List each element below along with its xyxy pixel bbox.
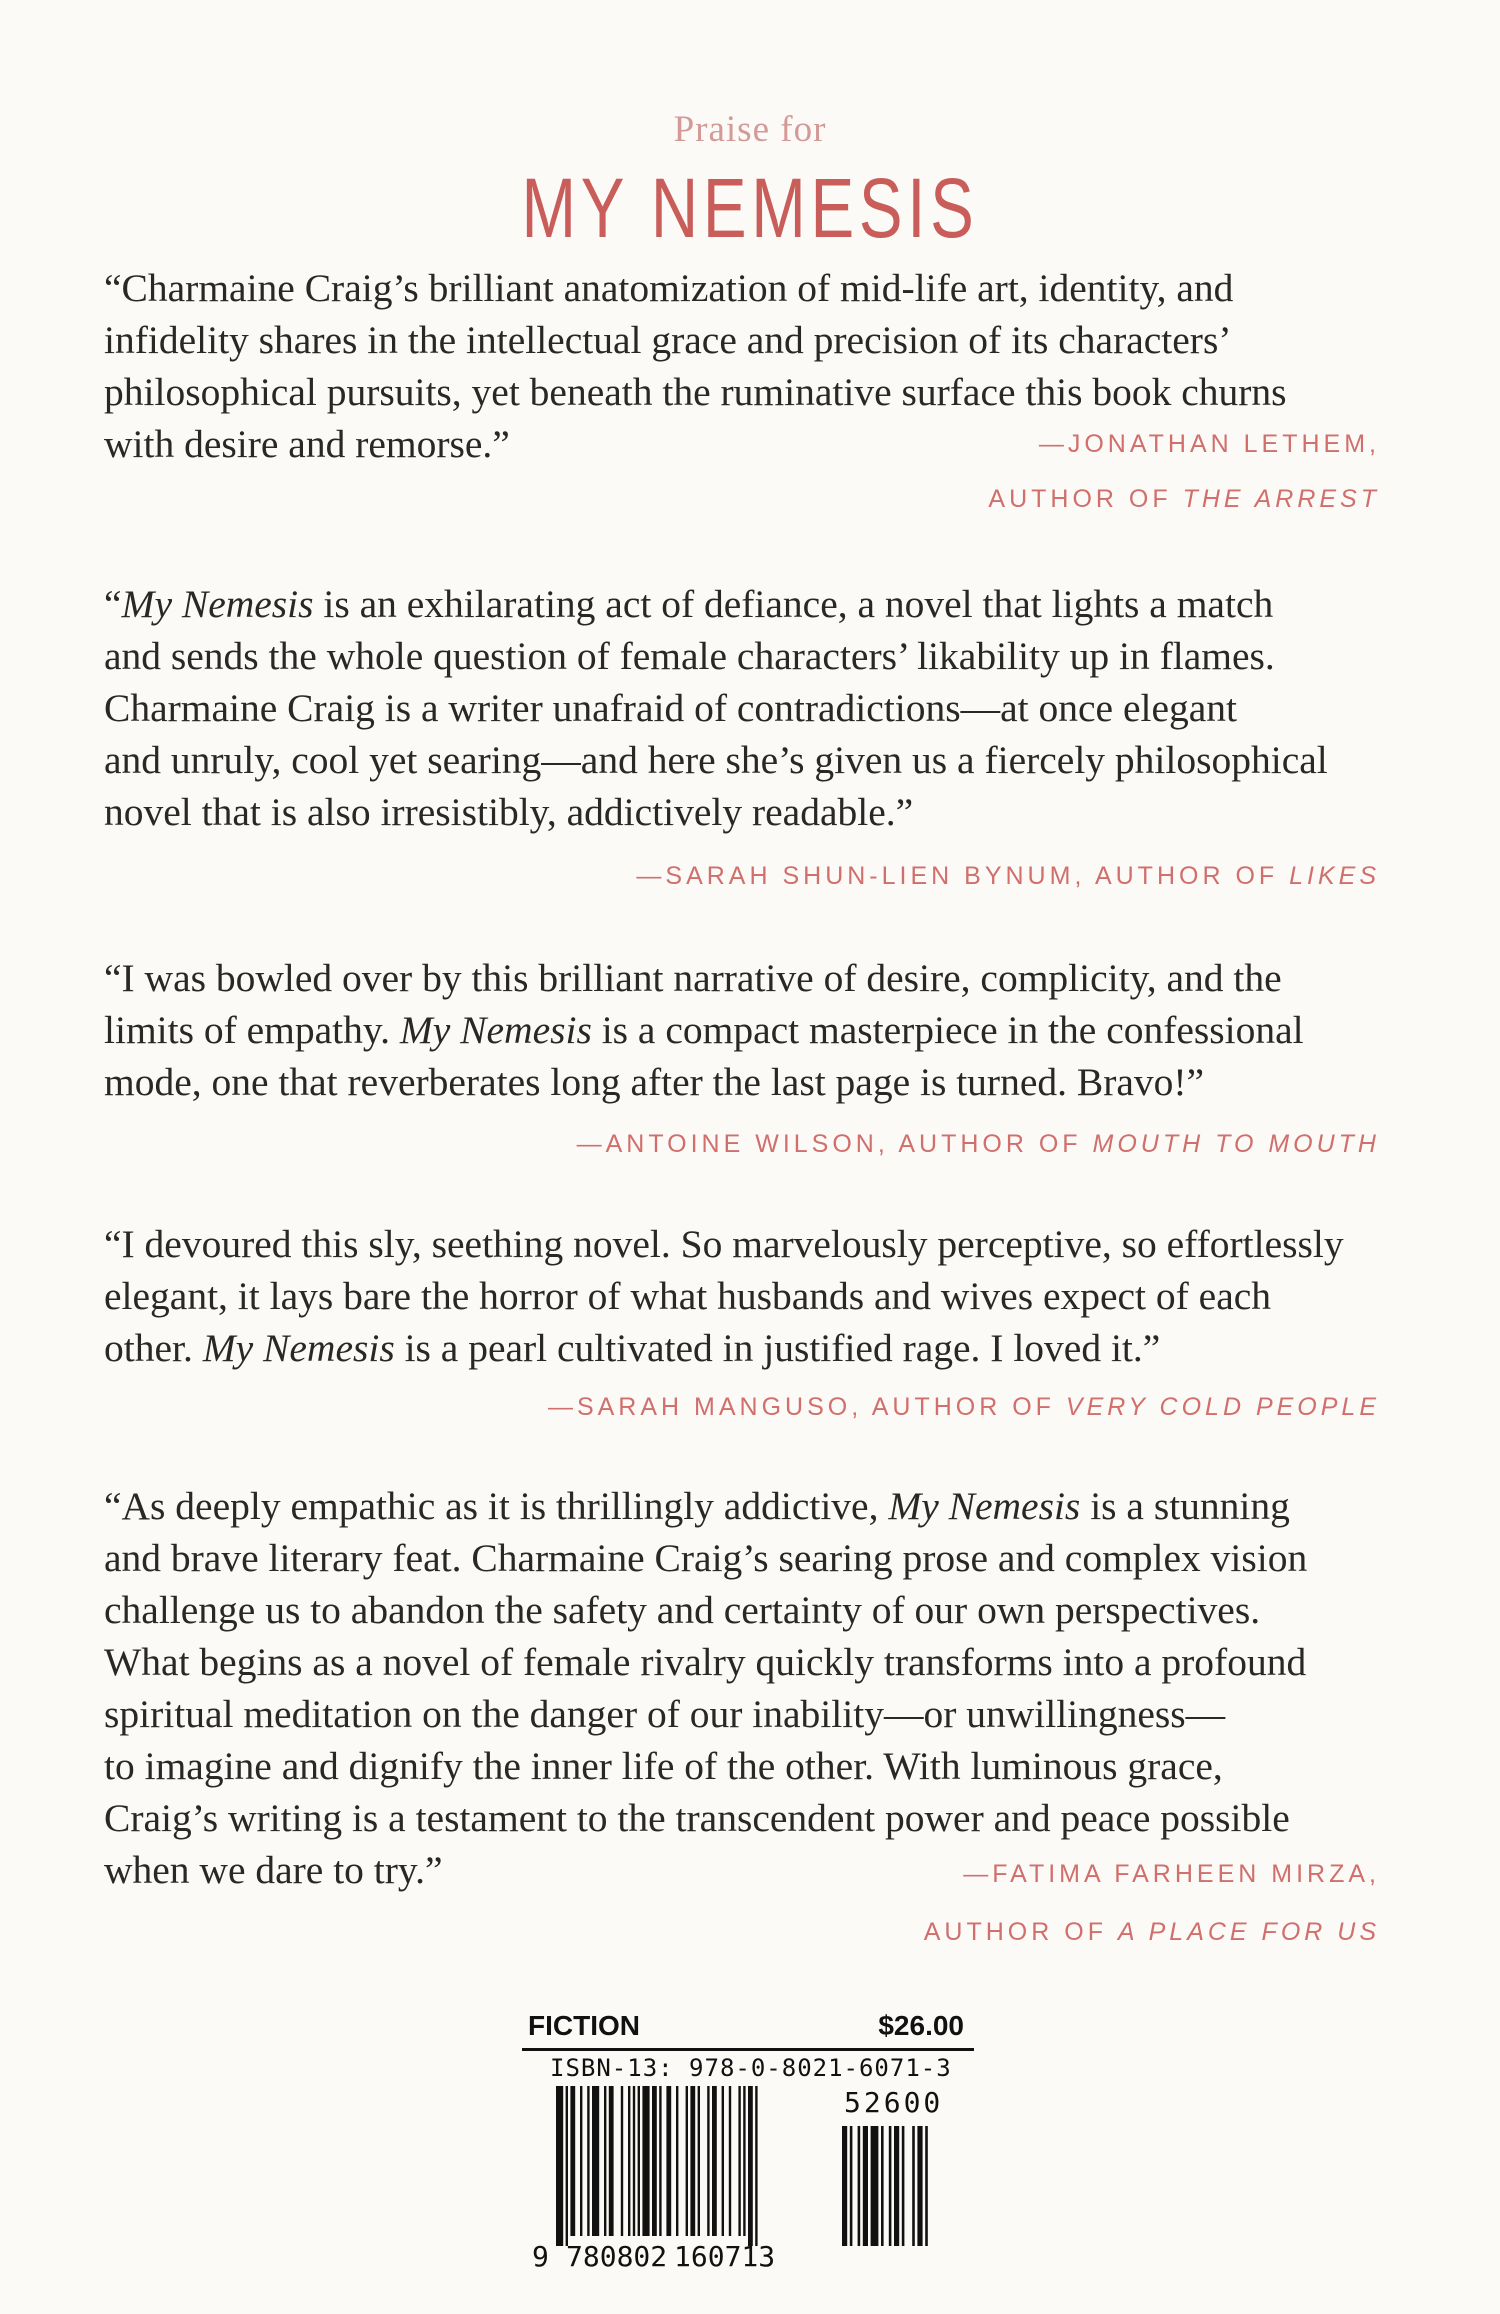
addon-bar xyxy=(889,2126,892,2246)
barcode-rule xyxy=(522,2048,974,2051)
addon-bar xyxy=(871,2126,879,2246)
quote-line: infidelity shares in the intellectual grace and precision of its characters’ xyxy=(104,318,1232,362)
barcode-bar xyxy=(587,2086,589,2236)
quote-line: when we dare to try.” xyxy=(104,1848,443,1892)
barcode-digit-first: 9 xyxy=(532,2240,549,2273)
barcode-price-code: 52600 xyxy=(844,2086,944,2119)
quote-line: “As deeply empathic as it is thrillingly addictive, My Nemesis is a stunning xyxy=(104,1484,1290,1528)
attribution-lethem-name: —JONATHAN LETHEM, xyxy=(1038,430,1380,458)
book-title: MY NEMESIS xyxy=(521,161,979,255)
quote-line: What begins as a novel of female rivalry quickly transforms into a profound xyxy=(104,1640,1307,1684)
attribution-mirza-book: AUTHOR OF A PLACE FOR US xyxy=(923,1918,1380,1946)
quote-line: “Charmaine Craig’s brilliant anatomization of mid-life art, identity, and xyxy=(104,266,1234,310)
barcode-bar xyxy=(570,2086,575,2236)
addon-bar xyxy=(850,2126,853,2246)
quote-line: mode, one that reverberates long after the last page is turned. Bravo!” xyxy=(104,1060,1205,1104)
isbn-text: ISBN-13: 978-0-8021-6071-3 xyxy=(550,2054,952,2082)
addon-bar xyxy=(902,2126,905,2246)
quote-manguso xyxy=(104,1218,1380,1374)
barcode-image xyxy=(522,2086,974,2276)
addon-bar xyxy=(925,2126,928,2246)
barcode-bar xyxy=(604,2086,606,2236)
quote-line: Charmaine Craig is a writer unafraid of contradictions—at once elegant xyxy=(104,686,1238,730)
barcode-bar xyxy=(556,2086,563,2246)
barcode-bar xyxy=(652,2086,657,2236)
quote-mirza xyxy=(104,1480,1380,1896)
attribution-wilson: —ANTOINE WILSON, AUTHOR OF MOUTH TO MOUTH xyxy=(576,1130,1380,1158)
attribution-lethem-book: AUTHOR OF THE ARREST xyxy=(988,485,1380,513)
addon-bar xyxy=(917,2126,922,2246)
barcode-bar xyxy=(748,2086,753,2246)
barcode-digits-right: 160713 xyxy=(674,2240,776,2273)
barcode-bar xyxy=(743,2086,745,2236)
quote-line: limits of empathy. My Nemesis is a compact masterpiece in the confessional xyxy=(104,1008,1304,1052)
quote-line: philosophical pursuits, yet beneath the ruminative surface this book churns xyxy=(104,370,1287,414)
addon-bars xyxy=(842,2126,928,2246)
addon-bar xyxy=(858,2126,861,2246)
barcode-bar xyxy=(698,2086,700,2236)
addon-bar xyxy=(863,2126,868,2246)
quote-line: “I devoured this sly, seething novel. So marvelously perceptive, so effortlessly xyxy=(104,1222,1344,1266)
attribution-manguso: —SARAH MANGUSO, AUTHOR OF VERY COLD PEOPLE xyxy=(547,1393,1380,1421)
praise-for-label: Praise for xyxy=(673,109,827,150)
barcode-digits-left: 780802 xyxy=(566,2240,668,2273)
barcode-bar xyxy=(592,2086,599,2236)
quote-line: with desire and remorse.” xyxy=(104,422,510,466)
addon-bar xyxy=(842,2126,847,2246)
barcode-bar xyxy=(659,2086,661,2236)
addon-bar xyxy=(912,2126,915,2246)
barcode-bar xyxy=(707,2086,709,2236)
quote-line: other. My Nemesis is a pearl cultivated in justified rage. I loved it.” xyxy=(104,1326,1161,1370)
barcode-bar xyxy=(642,2086,649,2236)
barcode-bar xyxy=(729,2086,731,2236)
quote-line: “I was bowled over by this brilliant narrative of desire, complicity, and the xyxy=(104,956,1282,1000)
quote-line: and sends the whole question of female characters’ likability up in flames. xyxy=(104,634,1275,678)
category-label: FICTION xyxy=(528,2010,640,2041)
quote-line: Craig’s writing is a testament to the transcendent power and peace possible xyxy=(104,1796,1290,1840)
price-label: $26.00 xyxy=(878,2010,964,2041)
quote-line: and brave literary feat. Charmaine Craig’s searing prose and complex vision xyxy=(104,1536,1308,1580)
barcode-bar xyxy=(638,2086,640,2236)
addon-bar xyxy=(881,2126,884,2246)
quote-line: elegant, it lays bare the horror of what husbands and wives expect of each xyxy=(104,1274,1272,1318)
barcode-bar xyxy=(722,2086,724,2236)
quote-line: to imagine and dignify the inner life of the other. With luminous grace, xyxy=(104,1744,1223,1788)
barcode-bar xyxy=(633,2086,635,2236)
barcode-bar xyxy=(580,2086,582,2236)
barcode-bar xyxy=(676,2086,678,2236)
barcode-bar xyxy=(628,2086,630,2236)
barcode-bar xyxy=(609,2086,614,2236)
barcode-bar xyxy=(755,2086,757,2246)
barcode-bar xyxy=(566,2086,568,2246)
barcode-bar xyxy=(686,2086,688,2236)
ean-bars xyxy=(556,2086,758,2246)
barcode-block xyxy=(522,2010,974,2280)
quote-bynum xyxy=(104,578,1380,838)
addon-bar xyxy=(894,2126,899,2246)
barcode-bar xyxy=(712,2086,717,2236)
barcode-bar xyxy=(690,2086,695,2236)
barcode-bar xyxy=(738,2086,740,2236)
quote-line: spiritual meditation on the danger of our inability—or unwillingness— xyxy=(104,1692,1226,1736)
quote-wilson xyxy=(104,952,1380,1108)
barcode-bar xyxy=(666,2086,671,2236)
attribution-bynum: —SARAH SHUN-LIEN BYNUM, AUTHOR OF LIKES xyxy=(636,862,1380,890)
quote-line: “My Nemesis is an exhilarating act of defiance, a novel that lights a match xyxy=(104,582,1274,626)
quote-line: challenge us to abandon the safety and certainty of our own perspectives. xyxy=(104,1588,1261,1632)
barcode-bar xyxy=(621,2086,623,2236)
attribution-mirza-name: —FATIMA FARHEEN MIRZA, xyxy=(963,1860,1380,1888)
quote-line: and unruly, cool yet searing—and here she’s given us a fiercely philosophical xyxy=(104,738,1328,782)
quote-line: novel that is also irresistibly, addictively readable.” xyxy=(104,790,914,834)
